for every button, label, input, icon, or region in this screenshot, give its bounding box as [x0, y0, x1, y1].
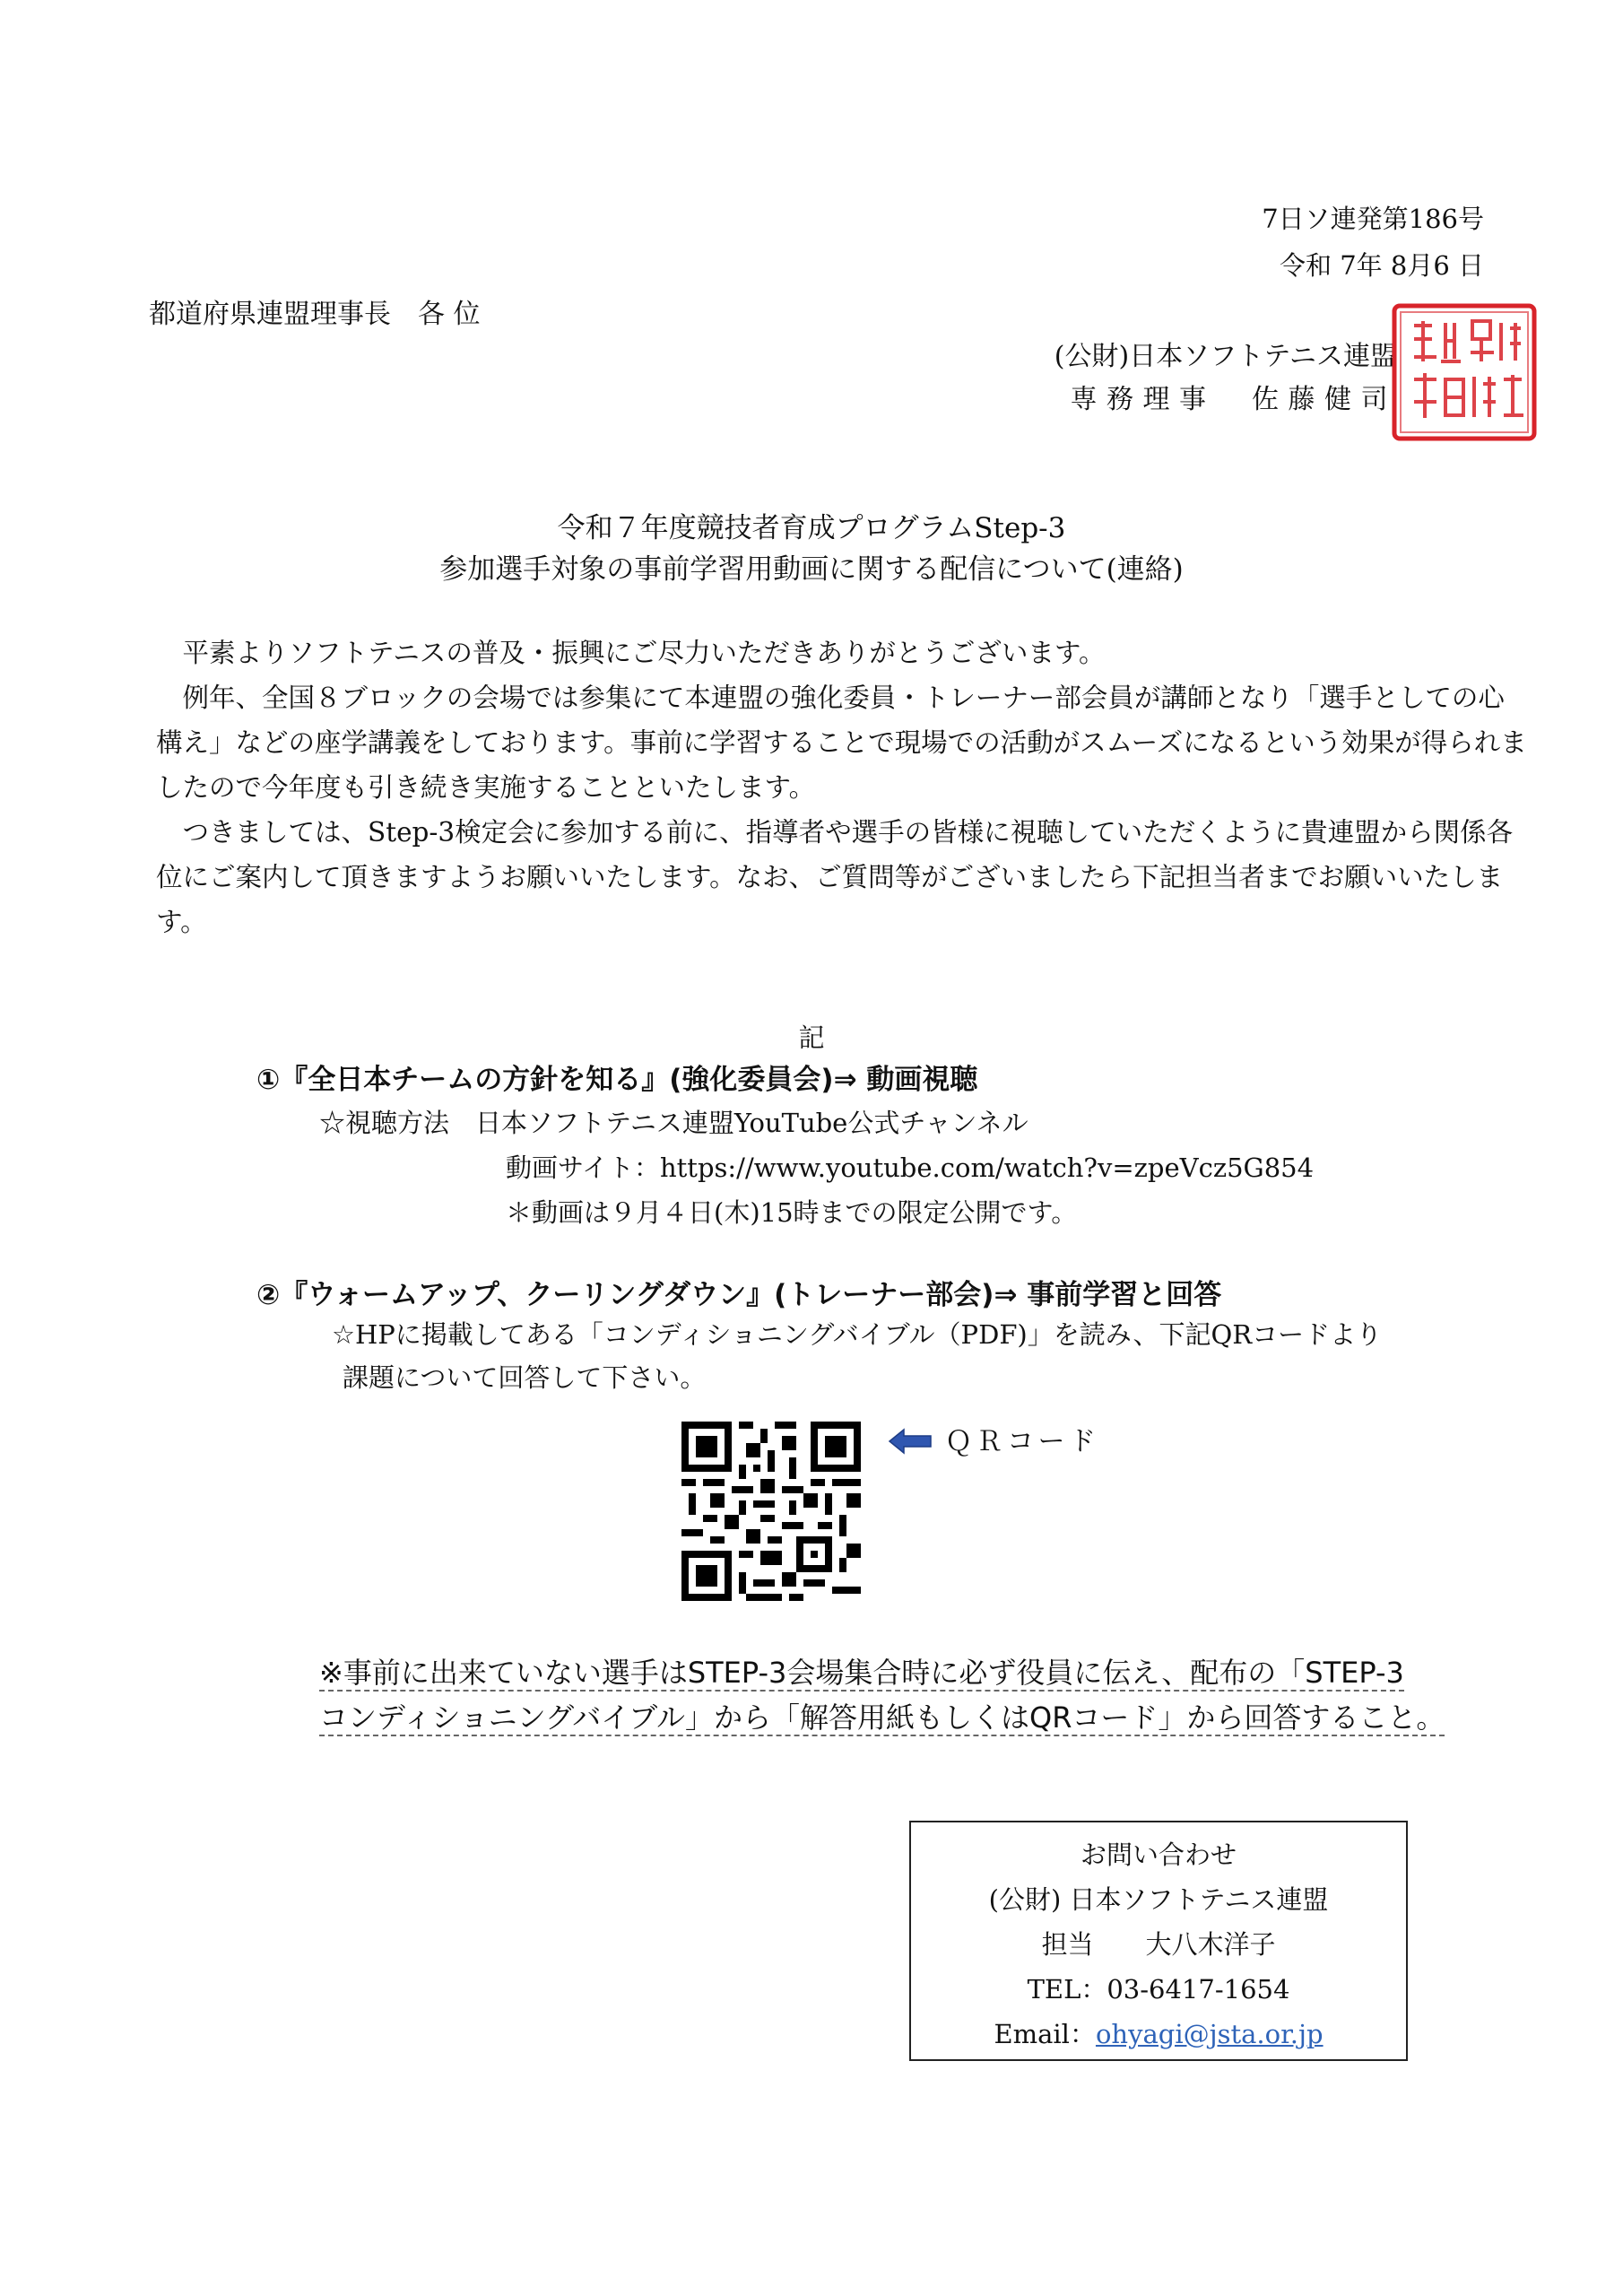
contact-tel: TEL：03-6417-1654 [1027, 1974, 1290, 2005]
section-1-video-url[interactable]: 動画サイト：https://www.youtube.com/watch?v=zpeVcz5G854 [506, 1152, 1315, 1183]
arrow-left-icon [888, 1428, 933, 1455]
ki-heading: 記 [798, 1022, 825, 1053]
body-paragraph-3: つきましては、Step-3検定会に参加する前に、指導者や選手の皆様に視聴していただくように貴連盟から関係各位にご案内して頂きますようお願いいたします。なお、ご質問等がございましたら下記担当者までお願いいたします。 [156, 817, 1514, 937]
section-1-note: ＊動画は９月４日(木)15時までの限定公開です。 [506, 1197, 1078, 1228]
section-2-line-2: 課題について回答して下さい。 [343, 1362, 707, 1393]
notice-line-1: ※事前に出来ていない選手はSTEP-3会場集合時に必ず役員に伝え、配布の「STEP-3 [319, 1656, 1404, 1690]
qr-code-icon[interactable] [681, 1422, 861, 1601]
title-line-1: 令和７年度競技者育成プログラムStep-3 [557, 512, 1066, 544]
contact-box [909, 1821, 1408, 2061]
contact-email-link[interactable]: ohyagi@jsta.or.jp [1095, 2019, 1324, 2049]
seal-text: 日本ソフトテニス連盟専務理事之印 [1464, 438, 1479, 439]
notice-line-2: コンディショニングバイブル」から「解答用紙もしくはQRコード」から回答すること。 [319, 1700, 1445, 1735]
contact-organization: (公財) 日本ソフトテニス連盟 [988, 1884, 1329, 1915]
sender-signer: 専務理事 佐藤健司 [1070, 384, 1397, 415]
body-text [156, 631, 1528, 944]
contact-title: お問い合わせ [1080, 1839, 1237, 1870]
addressee: 都道府県連盟理事長 各 位 [149, 299, 481, 330]
contact-email-row [911, 2014, 1406, 2051]
contact-person: 担当 大八木洋子 [1041, 1929, 1276, 1960]
title-line-2: 参加選手対象の事前学習用動画に関する配信について(連絡) [439, 553, 1184, 586]
official-seal-icon [1392, 303, 1537, 441]
document-date: 令和 7年 8月6 日 [1279, 250, 1484, 281]
sender-organization: (公財)日本ソフトテニス連盟 [1054, 341, 1397, 372]
contact-email-label: Email： [994, 2019, 1096, 2049]
qr-code-label: ＱＲコード [945, 1426, 1100, 1457]
body-paragraph-1: 平素よりソフトテニスの普及・振興にご尽力いただきありがとうございます。 [182, 638, 1106, 668]
body-paragraph-2: 例年、全国８ブロックの会場では参集にて本連盟の強化委員・トレーナー部会員が講師となり「選手としての心構え」などの座学講義をしております。事前に学習することで現場での活動がスムーズになるという効果が得られましたので今年度も引き続き実施することといたします。 [156, 683, 1527, 803]
notice-text [319, 1650, 1512, 1740]
section-2-line-1: ☆HPに掲載してある「コンディショニングバイブル（PDF)」を読み、下記QRコードより [332, 1319, 1383, 1350]
document-number: 7日ソ連発第186号 [1262, 204, 1484, 234]
section-1-heading: ①『全日本チームの方針を知る』(強化委員会)⇒ 動画視聴 [256, 1064, 978, 1096]
section-2-heading: ②『ウォームアップ、クーリングダウン』(トレーナー部会)⇒ 事前学習と回答 [256, 1279, 1222, 1311]
section-1-method: ☆視聴方法 日本ソフトテニス連盟YouTube公式チャンネル [319, 1108, 1028, 1138]
